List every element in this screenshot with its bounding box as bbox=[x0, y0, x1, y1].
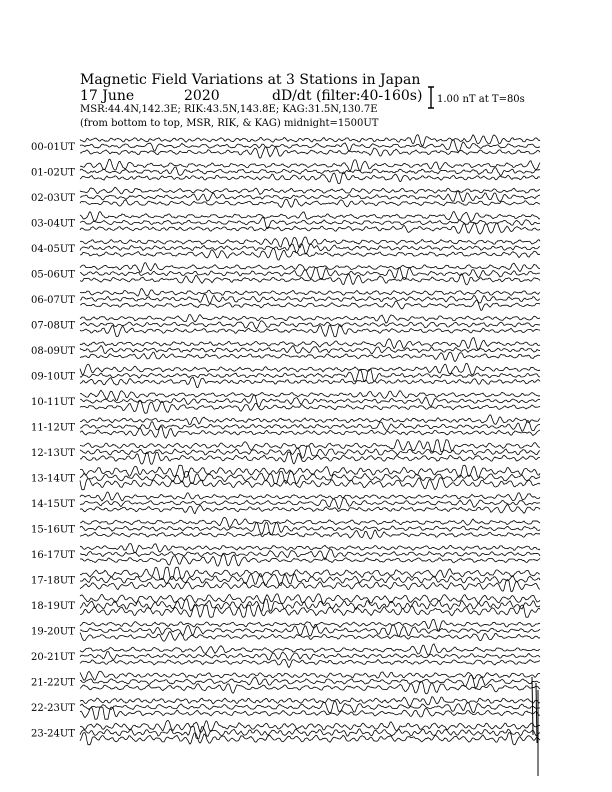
trace-line bbox=[80, 554, 540, 566]
trace-line bbox=[80, 338, 540, 350]
row-label: 08-09UT bbox=[31, 346, 75, 357]
trace-line bbox=[80, 580, 540, 592]
trace-line bbox=[80, 217, 540, 229]
row-label: 11-12UT bbox=[31, 422, 75, 434]
trace-line bbox=[80, 321, 540, 329]
trace-line bbox=[80, 140, 540, 151]
trace-line bbox=[80, 452, 540, 464]
row-label: 20-21UT bbox=[31, 652, 75, 663]
trace-line bbox=[80, 135, 540, 146]
trace-line bbox=[80, 599, 540, 611]
trace-line bbox=[80, 682, 540, 694]
trace-line bbox=[80, 294, 540, 303]
row-label: 03-04UT bbox=[31, 218, 75, 230]
row-label: 05-06UT bbox=[31, 269, 75, 281]
trace-line bbox=[80, 167, 540, 176]
row-label: 13-14UT bbox=[31, 473, 75, 485]
row-label: 21-22UT bbox=[31, 677, 75, 689]
trace-group bbox=[80, 135, 540, 776]
trace-line bbox=[80, 244, 540, 254]
row-label: 19-20UT bbox=[31, 626, 75, 638]
trace-line bbox=[80, 237, 540, 248]
trace-line bbox=[80, 172, 540, 184]
row-label: 15-16UT bbox=[31, 524, 75, 536]
row-label: 01-02UT bbox=[31, 167, 75, 179]
trace-line bbox=[80, 427, 540, 439]
trace-line bbox=[80, 263, 540, 273]
trace-line bbox=[80, 544, 540, 553]
trace-line bbox=[80, 363, 540, 375]
trace-line bbox=[80, 727, 540, 739]
trace-line bbox=[80, 659, 540, 667]
trace-line bbox=[80, 415, 540, 425]
stations-label: MSR:44.4N,142.3E; RIK:43.5N,143.8E; KAG:31.5N,130.7E bbox=[80, 104, 378, 115]
scale-bar-mark bbox=[428, 87, 434, 108]
scale-bar-label: 1.00 nT at T=80s bbox=[437, 94, 525, 105]
trace-line bbox=[80, 733, 540, 745]
row-label: 02-03UT bbox=[31, 193, 75, 204]
row-label: 18-19UT bbox=[31, 601, 75, 612]
trace-line bbox=[80, 498, 540, 509]
trace-line bbox=[80, 300, 540, 310]
trace-line bbox=[80, 199, 540, 208]
row-label: 00-01UT bbox=[31, 142, 75, 153]
row-label: 12-13UT bbox=[31, 448, 75, 459]
trace-line bbox=[80, 289, 540, 296]
scale-bar bbox=[428, 87, 434, 108]
trace-line bbox=[80, 187, 540, 194]
trace-line bbox=[80, 352, 540, 361]
trace-line bbox=[80, 549, 540, 560]
row-label: 06-07UT bbox=[31, 295, 75, 306]
trace-line bbox=[80, 421, 540, 432]
year-label: 2020 bbox=[184, 88, 220, 104]
row-label-group bbox=[31, 142, 75, 740]
trace-line bbox=[80, 147, 540, 158]
trace-line bbox=[80, 191, 540, 202]
trace-line bbox=[80, 697, 540, 707]
chart-title: Magnetic Field Variations at 3 Stations in Japan bbox=[80, 72, 421, 88]
row-label: 14-15UT bbox=[31, 499, 75, 510]
trace-line bbox=[80, 325, 540, 337]
trace-line bbox=[80, 390, 540, 400]
row-label: 10-11UT bbox=[31, 397, 75, 408]
row-label: 16-17UT bbox=[31, 550, 75, 561]
trace-line bbox=[80, 377, 540, 388]
trace-line bbox=[80, 159, 540, 171]
row-label: 17-18UT bbox=[31, 575, 75, 587]
trace-line bbox=[80, 651, 540, 660]
filter-label: dD/dt (filter:40-160s) bbox=[272, 88, 423, 104]
trace-line bbox=[80, 274, 540, 285]
trace-line bbox=[80, 370, 540, 382]
row-label: 09-10UT bbox=[31, 371, 75, 383]
order-label: (from bottom to top, MSR, RIK, & KAG) midnight=1500UT bbox=[80, 118, 379, 129]
trace-line bbox=[80, 505, 540, 514]
trace-line bbox=[80, 530, 540, 539]
trace-line bbox=[80, 720, 540, 732]
trace-line bbox=[80, 211, 540, 221]
trace-line bbox=[80, 315, 540, 324]
row-label: 07-08UT bbox=[31, 320, 75, 332]
row-label: 23-24UT bbox=[31, 728, 75, 740]
row-label: 22-23UT bbox=[31, 703, 75, 714]
trace-line bbox=[80, 594, 540, 604]
trace-line bbox=[80, 517, 540, 527]
trace-line bbox=[80, 401, 540, 413]
trace-line bbox=[80, 248, 540, 260]
trace-line bbox=[80, 346, 540, 354]
date-label: 17 June bbox=[80, 88, 135, 104]
row-label: 04-05UT bbox=[31, 244, 75, 255]
trace-line bbox=[80, 492, 540, 501]
